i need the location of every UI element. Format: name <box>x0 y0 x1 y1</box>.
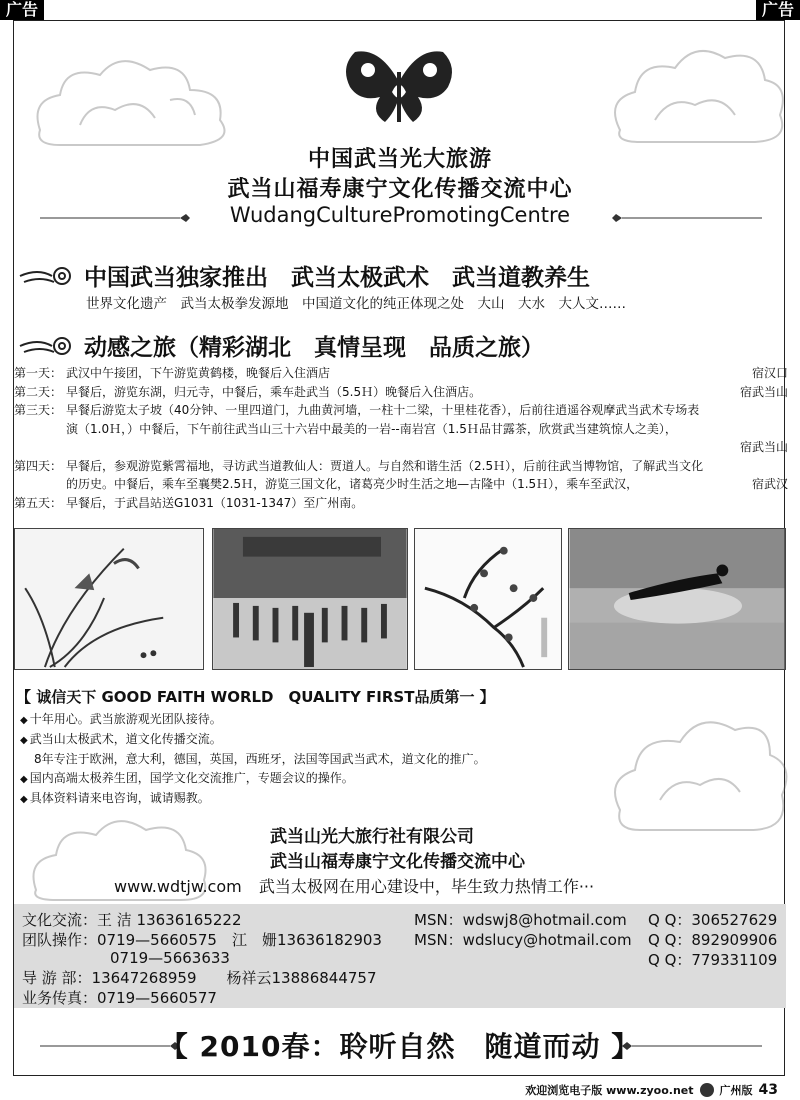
section1-subtitle: 世界文化遗产 武当太极拳发源地 中国道文化的纯正体现之处 大山 大水 大人文…… <box>86 296 626 312</box>
footer-edition: 广州版 <box>719 1084 753 1097</box>
day-text: 早餐后，游览东湖，归元寺，中餐后，乘车赴武当（5.5Ｈ）晚餐后入住酒店。 <box>66 384 482 399</box>
slogan: 【 2010春：聆听自然 随道而动 】 <box>159 1030 641 1063</box>
stay-location: 宿汉口 <box>751 366 788 380</box>
day-text: 早餐后游览太子坡（40分钟、一里四道门，九曲黄河墙，一柱十二梁，十里桂花香），后前往逍遥谷观摩武当武术专场表 <box>66 403 700 417</box>
divider-right <box>612 212 762 224</box>
quality-title: 【 诚信天下 GOOD FAITH WORLD QUALITY FIRST品质第一 】 <box>16 688 495 706</box>
bullet-item: ◆ 国内高端太极养生团，国学文化交流推广，专题会议的操作。 <box>20 769 486 789</box>
contact-qq-3: Q Q：779331109 <box>648 951 778 969</box>
contact-msn-1[interactable]: MSN：wdswj8@hotmail.com <box>414 911 627 929</box>
day-label: 第三天： <box>14 403 63 417</box>
page-number: 43 <box>758 1082 778 1098</box>
website-line <box>114 874 594 897</box>
swirl-icon <box>18 264 76 288</box>
day-label: 第四天： <box>14 458 63 473</box>
bullet-item: ◆ 十年用心。武当旅游观光团队接待。 <box>20 710 486 730</box>
contact-culture: 文化交流：王 洁 13636165222 <box>22 911 242 929</box>
itinerary-day-4-cont <box>14 475 788 494</box>
page-footer <box>525 1082 778 1098</box>
stay-location: 宿武汉 <box>751 477 788 491</box>
title-en: WudangCulturePromotingCentre <box>229 203 571 227</box>
itinerary-day-2 <box>14 383 788 402</box>
contact-guide: 导 游 部：13647268959 杨祥云13886844757 <box>22 969 377 987</box>
itinerary-day-3-cont <box>14 420 788 439</box>
cloud-decoration-right <box>600 30 790 160</box>
day-text-cont: 的历史。中餐后，乘车至襄樊2.5Ｈ，游览三国文化，诸葛亮少时生活之地—古隆中（1.5Ｈ），乘车至武汉， <box>66 477 639 491</box>
website-link[interactable]: www.wdtjw.com <box>114 877 242 896</box>
bullet-item: ◆ 具体资料请来电咨询，诚请赐教。 <box>20 789 486 809</box>
contact-fax: 业务传真：0719—5660577 <box>22 989 217 1007</box>
photo-plum-blossom-painting <box>414 528 562 670</box>
quality-bullets <box>20 710 486 809</box>
swirl-icon <box>18 334 76 358</box>
itinerary-day-4 <box>14 457 788 476</box>
day-text: 早餐后，于武昌站送G1031（1031-1347）至广州南。 <box>66 495 364 510</box>
footer-site-text[interactable]: 欢迎浏览电子版 www.zyoo.net <box>525 1084 694 1097</box>
contact-qq-2: Q Q：892909906 <box>648 931 778 949</box>
org-name-1: 武当山光大旅行社有限公司 <box>270 827 474 847</box>
day-label: 第二天： <box>14 384 63 399</box>
title-cn-1: 中国武当光大旅游 <box>307 147 492 172</box>
bullet-item: ◆ 武当山太极武术，道文化传播交流。 <box>20 730 486 750</box>
logo-badge-icon <box>700 1083 714 1097</box>
title-cn-2: 武当山福寿康宁文化传播交流中心 <box>227 177 573 202</box>
day-text: 早餐后，参观游览紫霄福地，寻访武当道教仙人：贾道人。与自然和谐生活（2.5Ｈ），后前往武当博物馆，了解武当文化 <box>66 458 704 473</box>
day-text-cont: 演（1.0Ｈ，）中餐后，下午前往武当山三十六岩中最美的一岩--南岩宫（1.5Ｈ品甘露茶，欣赏武当建筑惊人之美）， <box>66 421 677 436</box>
section2-heading-text: 动感之旅（精彩湖北 真情呈现 品质之旅） <box>84 335 544 361</box>
itinerary-day-1 <box>14 364 788 383</box>
stay-location: 宿武当山 <box>739 440 788 454</box>
bullet-indent-line: 8年专注于欧洲，意大利，德国，英国，西班牙，法国等国武当武术，道文化的推广。 <box>34 752 486 766</box>
photo-lakeside-rest <box>568 528 786 670</box>
stay-location: 宿武当山 <box>739 384 788 399</box>
day-text: 武汉中午接团，下午游览黄鹤楼，晚餐后入住酒店 <box>66 366 331 380</box>
contact-team-phone2: 0719—5663633 <box>110 949 230 967</box>
contact-msn-2[interactable]: MSN：wdslucy@hotmail.com <box>414 931 632 949</box>
butterfly-logo <box>340 42 458 128</box>
itinerary <box>14 364 788 512</box>
divider-left <box>40 212 190 224</box>
day-label: 第一天： <box>14 366 63 380</box>
cloud-decoration-lower-right <box>600 680 790 850</box>
section1-heading <box>18 259 590 292</box>
section2-heading <box>18 329 544 362</box>
itinerary-day-3-stay <box>14 438 788 457</box>
website-tagline: 武当太极网在用心建设中，毕生致力热情工作··· <box>258 877 595 896</box>
itinerary-day-5 <box>14 494 788 513</box>
day-label: 第五天： <box>14 495 63 510</box>
org-name-2: 武当山福寿康宁文化传播交流中心 <box>270 852 525 872</box>
contact-box <box>14 904 786 1008</box>
section1-heading-text: 中国武当独家推出 武当太极武术 武当道教养生 <box>84 265 590 291</box>
ad-label-right: 广告 <box>756 0 800 20</box>
contact-qq-1: Q Q：306527629 <box>648 911 778 929</box>
photo-orchid-painting <box>14 528 204 670</box>
photo-taichi-group <box>212 528 408 670</box>
contact-team: 团队操作：0719—5660575 江 姗13636182903 <box>22 931 382 949</box>
ad-label-left: 广告 <box>0 0 44 20</box>
itinerary-day-3 <box>14 401 788 420</box>
